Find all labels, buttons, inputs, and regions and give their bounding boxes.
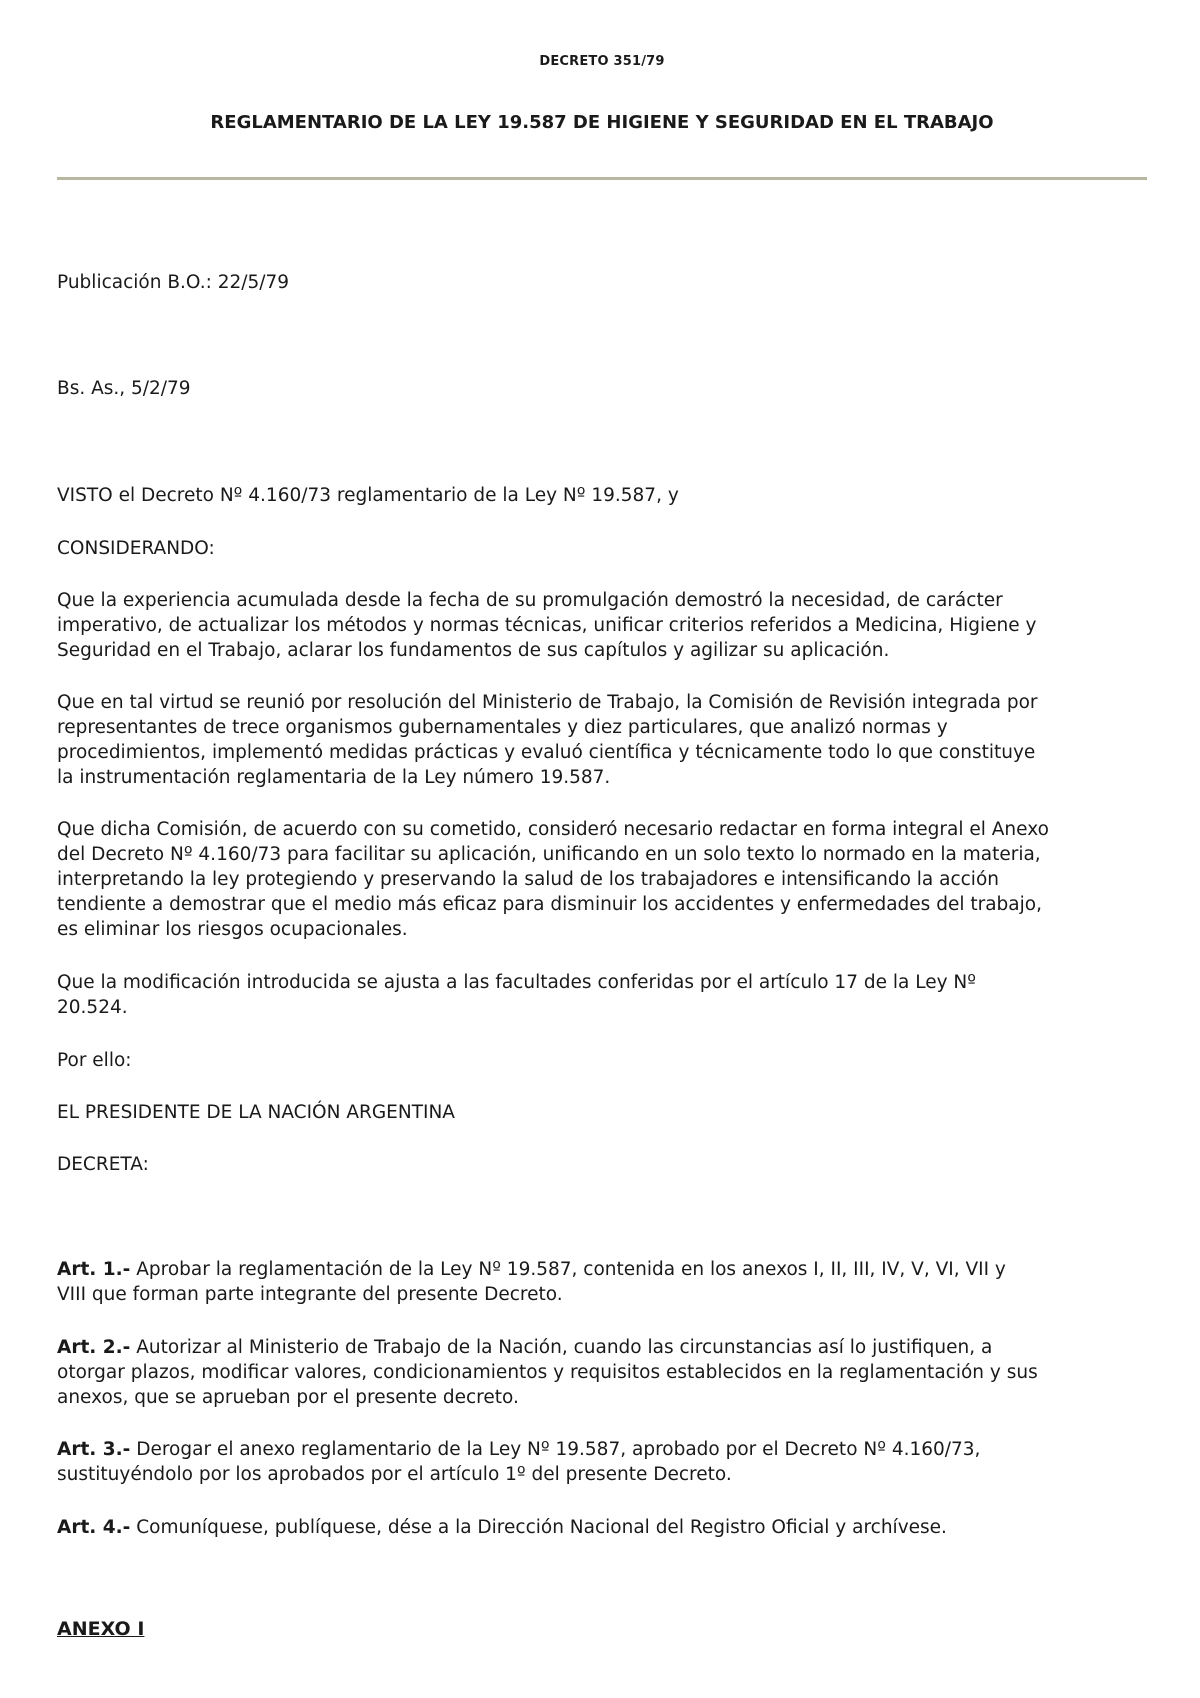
paragraph-line: procedimientos, implementó medidas prácticas y evaluó científica y técnicamente todo lo que constituye — [57, 742, 1036, 763]
paragraph-line: imperativo, de actualizar los métodos y normas técnicas, unificar criterios referidos a Medicina, Higiene y — [57, 615, 1037, 636]
article-2 — [57, 1335, 1147, 1410]
decreta-heading: DECRETA: — [57, 1154, 149, 1175]
article-3 — [57, 1437, 1147, 1487]
paragraph-line: Que la modificación introducida se ajusta a las facultades conferidas por el artículo 17 de la Ley Nº — [57, 972, 976, 993]
article-label: Art. 2.- — [57, 1337, 131, 1358]
presidente-heading: EL PRESIDENTE DE LA NACIÓN ARGENTINA — [57, 1102, 455, 1123]
article-label: Art. 3.- — [57, 1439, 131, 1460]
article-4 — [57, 1515, 1147, 1540]
article-text: Comuníquese, publíquese, dése a la Dirección Nacional del Registro Oficial y archívese. — [130, 1517, 947, 1538]
article-text: Aprobar la reglamentación de la Ley Nº 19.587, contenida en los anexos I, II, III, IV, V, VI, VII y — [130, 1259, 1006, 1280]
paragraph-line: Seguridad en el Trabajo, aclarar los fundamentos de sus capítulos y agilizar su aplicación. — [57, 640, 890, 661]
considerando-heading: CONSIDERANDO: — [57, 538, 215, 559]
considerando-paragraph-1 — [57, 588, 1147, 663]
paragraph-line: representantes de trece organismos gubernamentales y diez particulares, que analizó normas y — [57, 717, 948, 738]
place-date: Bs. As., 5/2/79 — [57, 378, 191, 399]
paragraph-line: interpretando la ley protegiendo y preservando la salud de los trabajadores e intensificando la acción — [57, 869, 999, 890]
paragraph-line: 20.524. — [57, 997, 128, 1018]
paragraph-line: es eliminar los riesgos ocupacionales. — [57, 919, 408, 940]
publication-date: Publicación B.O.: 22/5/79 — [57, 272, 290, 293]
considerando-paragraph-2 — [57, 690, 1147, 790]
paragraph-line: Que en tal virtud se reunió por resolución del Ministerio de Trabajo, la Comisión de Revisión integrada por — [57, 692, 1038, 713]
paragraph-line: del Decreto Nº 4.160/73 para facilitar su aplicación, unificando en un solo texto lo normado en la materia, — [57, 844, 1041, 865]
article-text: Autorizar al Ministerio de Trabajo de la Nación, cuando las circunstancias así lo justifiquen, a — [130, 1337, 993, 1358]
annex-heading: ANEXO I — [57, 1618, 145, 1640]
article-text: anexos, que se aprueban por el presente decreto. — [57, 1387, 519, 1408]
article-label: Art. 4.- — [57, 1517, 131, 1538]
article-text: Derogar el anexo reglamentario de la Ley Nº 19.587, aprobado por el Decreto Nº 4.160/73, — [130, 1439, 981, 1460]
article-label: Art. 1.- — [57, 1259, 131, 1280]
paragraph-line: Que dicha Comisión, de acuerdo con su cometido, consideró necesario redactar en forma integral el Anexo — [57, 819, 1049, 840]
article-text: otorgar plazos, modificar valores, condicionamientos y requisitos establecidos en la reglamentación y sus — [57, 1362, 1038, 1383]
paragraph-line: Que la experiencia acumulada desde la fecha de su promulgación demostró la necesidad, de carácter — [57, 590, 1003, 611]
header-divider — [57, 177, 1147, 180]
por-ello: Por ello: — [57, 1050, 132, 1071]
paragraph-line: la instrumentación reglamentaria de la Ley número 19.587. — [57, 767, 611, 788]
considerando-paragraph-3 — [57, 817, 1147, 942]
visto-paragraph: VISTO el Decreto Nº 4.160/73 reglamentario de la Ley Nº 19.587, y — [57, 485, 679, 506]
paragraph-line: tendiente a demostrar que el medio más eficaz para disminuir los accidentes y enfermedades del trabajo, — [57, 894, 1042, 915]
article-text: VIII que forman parte integrante del presente Decreto. — [57, 1284, 563, 1305]
article-1 — [57, 1257, 1147, 1307]
article-text: sustituyéndolo por los aprobados por el artículo 1º del presente Decreto. — [57, 1464, 732, 1485]
decree-number: DECRETO 351/79 — [539, 54, 665, 69]
decree-title: REGLAMENTARIO DE LA LEY 19.587 DE HIGIENE Y SEGURIDAD EN EL TRABAJO — [210, 112, 994, 133]
considerando-paragraph-4 — [57, 970, 1147, 1020]
